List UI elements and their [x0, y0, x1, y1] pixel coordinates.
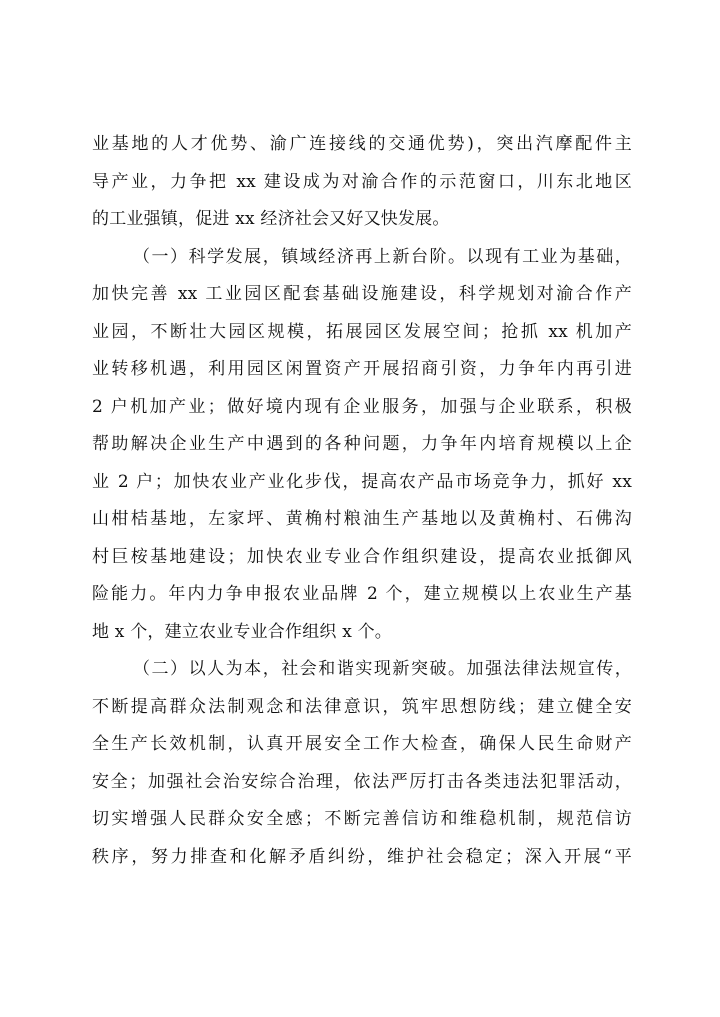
text-line: 加快完善 xx 工业园区配套基础设施建设，科学规划对渝合作产	[92, 284, 632, 304]
paragraph-first-line: （二）以人为本，社会和谐实现新突破。加强法律法规宣传，	[133, 659, 632, 679]
text-line: 帮助解决企业生产中遇到的各种问题，力争年内培育规模以上企	[92, 434, 632, 454]
text-line: 业园，不断壮大园区规模，拓展园区发展空间；抢抓 xx 机加产	[92, 321, 632, 342]
text-line: 业转移机遇，利用园区闲置资产开展招商引资，力争年内再引进	[92, 359, 632, 379]
text-line: 业基地的人才优势、渝广连接线的交通优势)，突出汽摩配件主	[92, 134, 632, 154]
text-line: 山柑桔基地，左家坪、黄桷村粮油生产基地以及黄桷村、石佛沟	[92, 509, 632, 529]
text-line: 险能力。年内力争申报农业品牌 2 个，建立规模以上农业生产基	[92, 584, 632, 604]
text-line: 安全；加强社会治安综合治理，依法严厉打击各类违法犯罪活动，	[92, 771, 632, 792]
text-line: 导产业，力争把 xx 建设成为对渝合作的示范窗口，川东北地区	[92, 171, 632, 192]
text-line: 秩序，努力排查和化解矛盾纠纷，维护社会稳定；深入开展“平	[92, 846, 632, 867]
text-line: 切实增强人民群众安全感；不断完善信访和维稳机制，规范信访	[92, 809, 632, 829]
paragraph-first-line: （一）科学发展，镇域经济再上新台阶。以现有工业为基础，	[133, 246, 632, 267]
text-line: 业 2 户；加快农业产业化步伐，提高农产品市场竞争力，抓好 xx	[92, 471, 632, 492]
text-line: 村巨桉基地建设；加快农业专业合作组织建设，提高农业抵御风	[92, 546, 632, 567]
text-line: 不断提高群众法制观念和法律意识，筑牢思想防线；建立健全安	[92, 696, 632, 717]
text-line: 地 x 个，建立农业专业合作组织 x 个。	[92, 621, 392, 642]
text-line: 的工业强镇，促进 xx 经济社会又好又快发展。	[92, 209, 450, 229]
text-line: 2 户机加产业；做好境内现有企业服务，加强与企业联系，积极	[92, 396, 632, 417]
text-line: 全生产长效机制，认真开展安全工作大检查，确保人民生命财产	[92, 734, 632, 754]
body-text	[92, 126, 632, 876]
